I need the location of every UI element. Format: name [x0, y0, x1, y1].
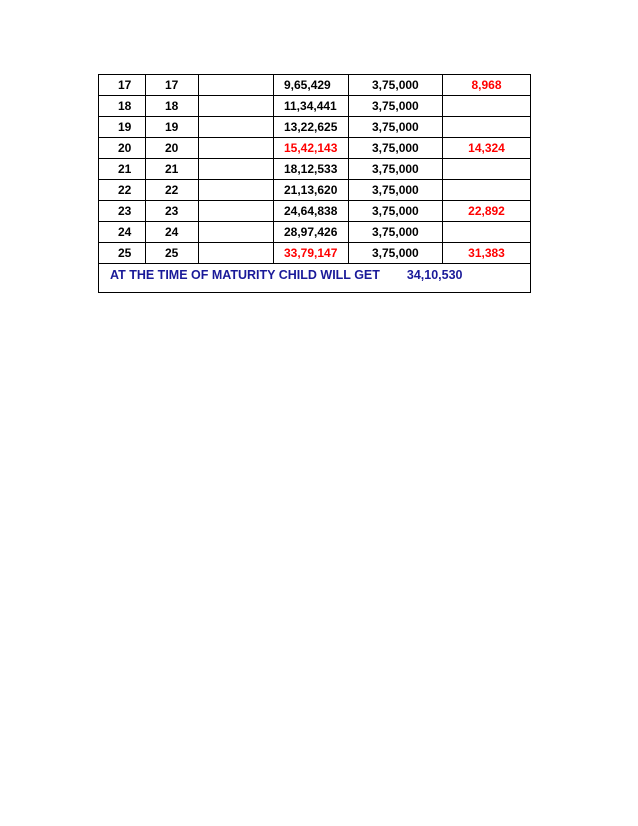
blank-cell	[199, 75, 274, 96]
fund-value-cell: 15,42,143	[274, 138, 349, 159]
premium-cell: 3,75,000	[349, 243, 443, 264]
fund-value-cell: 33,79,147	[274, 243, 349, 264]
table-row	[99, 180, 531, 201]
bonus-cell: 8,968	[443, 75, 531, 96]
table-row	[99, 201, 531, 222]
table-row	[99, 243, 531, 264]
blank-cell	[199, 201, 274, 222]
bonus-cell	[443, 159, 531, 180]
table-body	[99, 75, 531, 264]
bonus-cell	[443, 222, 531, 243]
year-cell: 23	[99, 201, 146, 222]
year-cell: 25	[99, 243, 146, 264]
premium-cell: 3,75,000	[349, 159, 443, 180]
age-cell: 22	[146, 180, 199, 201]
blank-cell	[199, 180, 274, 201]
year-cell: 18	[99, 96, 146, 117]
age-cell: 20	[146, 138, 199, 159]
age-cell: 24	[146, 222, 199, 243]
blank-cell	[199, 117, 274, 138]
age-cell: 21	[146, 159, 199, 180]
premium-cell: 3,75,000	[349, 180, 443, 201]
table-row	[99, 75, 531, 96]
summary-value: 34,10,530	[406, 268, 463, 282]
year-cell: 19	[99, 117, 146, 138]
age-cell: 17	[146, 75, 199, 96]
year-cell: 17	[99, 75, 146, 96]
premium-cell: 3,75,000	[349, 201, 443, 222]
blank-cell	[199, 138, 274, 159]
age-cell: 25	[146, 243, 199, 264]
premium-cell: 3,75,000	[349, 75, 443, 96]
table-row	[99, 159, 531, 180]
blank-cell	[199, 96, 274, 117]
premium-cell: 3,75,000	[349, 222, 443, 243]
bonus-cell	[443, 180, 531, 201]
year-cell: 24	[99, 222, 146, 243]
premium-cell: 3,75,000	[349, 96, 443, 117]
premium-cell: 3,75,000	[349, 117, 443, 138]
fund-value-cell: 18,12,533	[274, 159, 349, 180]
year-cell: 22	[99, 180, 146, 201]
table-row	[99, 117, 531, 138]
fund-value-cell: 11,34,441	[274, 96, 349, 117]
table-row	[99, 222, 531, 243]
bonus-cell	[443, 117, 531, 138]
fund-value-cell: 9,65,429	[274, 75, 349, 96]
bonus-cell: 31,383	[443, 243, 531, 264]
table-row	[99, 96, 531, 117]
premium-cell: 3,75,000	[349, 138, 443, 159]
blank-cell	[199, 222, 274, 243]
year-cell: 20	[99, 138, 146, 159]
summary-row	[99, 264, 531, 293]
fund-value-cell: 21,13,620	[274, 180, 349, 201]
blank-cell	[199, 243, 274, 264]
table-row	[99, 138, 531, 159]
year-cell: 21	[99, 159, 146, 180]
maturity-table	[98, 74, 531, 293]
fund-value-cell: 13,22,625	[274, 117, 349, 138]
age-cell: 23	[146, 201, 199, 222]
bonus-cell	[443, 96, 531, 117]
bonus-cell: 14,324	[443, 138, 531, 159]
summary-label: AT THE TIME OF MATURITY CHILD WILL GET	[110, 268, 380, 282]
blank-cell	[199, 159, 274, 180]
fund-value-cell: 28,97,426	[274, 222, 349, 243]
summary-cell	[99, 264, 531, 293]
fund-value-cell: 24,64,838	[274, 201, 349, 222]
age-cell: 18	[146, 96, 199, 117]
bonus-cell: 22,892	[443, 201, 531, 222]
age-cell: 19	[146, 117, 199, 138]
